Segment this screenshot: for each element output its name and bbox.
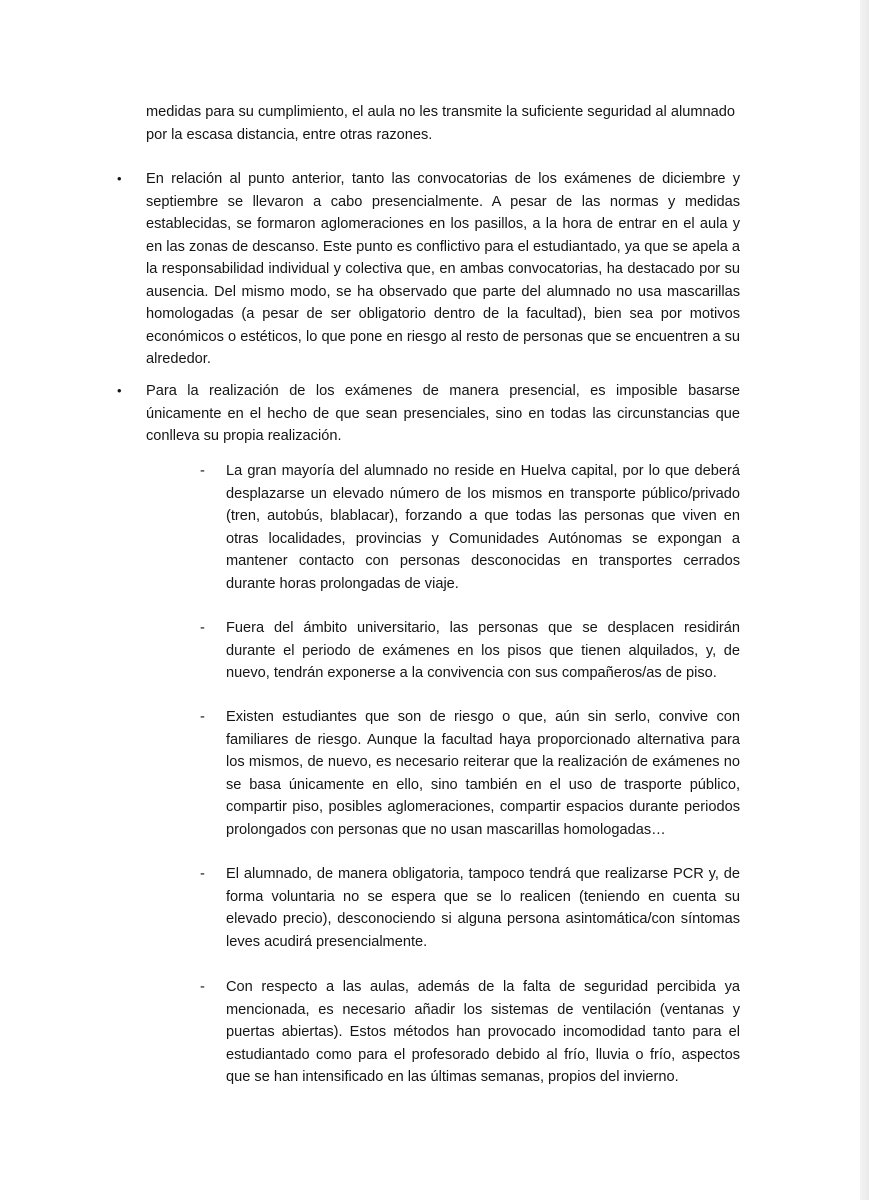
dash-icon: - [200,979,205,995]
sub-list-text: El alumnado, de manera obligatoria, tampoco tendrá que realizarse PCR y, de forma voluntaria no se espera que se lo realicen (teniendo en cuenta su elevado precio), desconociendo si alguna persona asintomática/con síntomas leves acudirá presencialmente. [226,866,740,950]
bullet-item [117,168,740,371]
bullet-icon: • [117,383,122,398]
sub-list-text: Con respecto a las aulas, además de la falta de seguridad percibida ya mencionada, es necesario añadir los sistemas de ventilación (ventanas y puertas abiertas). Estos métodos han provocado incomodidad tanto para el estudiantado como para el profesorado debido al frío, lluvia o frío, aspectos que se han intensificado en las últimas semanas, propios del invierno. [226,979,740,1085]
dash-icon: - [200,463,205,479]
sub-list-item [200,976,740,1089]
dash-icon: - [200,709,205,725]
continuation-paragraph [146,101,740,146]
sub-list-item [200,460,740,595]
bullet-icon: • [117,171,122,186]
bullet-item [117,380,740,448]
dash-icon: - [200,866,205,882]
bullet-text: En relación al punto anterior, tanto las convocatorias de los exámenes de diciembre y septiembre se llevaron a cabo presencialmente. A pesar de las normas y medidas establecidas, se formaron aglomeraciones en los pasillos, a la hora de entrar en el aula y en las zonas de descanso. Este punto es conflictivo para el estudiantado, ya que se apela a la responsabilidad individual y colectiva que, en ambas convocatorias, ha destacado por su ausencia. Del mismo modo, se ha observado que parte del alumnado no usa mascarillas homologadas (a pesar de ser obligatorio dentro de la facultad), bien sea por motivos económicos o estéticos, lo que pone en riesgo al resto de personas que se encuentren a su alrededor. [146,171,740,367]
dash-icon: - [200,620,205,636]
bullet-text: Para la realización de los exámenes de manera presencial, es imposible basarse únicamente en el hecho de que sean presenciales, sino en todas las circunstancias que conlleva su propia realización. [146,383,740,444]
sub-list-text: Fuera del ámbito universitario, las personas que se desplacen residirán durante el periodo de exámenes en los pisos que tienen alquilados, y, de nuevo, tendrán exponerse a la convivencia con sus compañeros/as de piso. [226,620,740,681]
page-edge [860,0,869,1200]
paragraph-text: medidas para su cumplimiento, el aula no les transmite la suficiente seguridad al alumnado por la escasa distancia, entre otras razones. [146,104,735,143]
sub-list-text: Existen estudiantes que son de riesgo o que, aún sin serlo, convive con familiares de riesgo. Aunque la facultad haya proporcionado alternativa para los mismos, de nuevo, es necesario reiterar que la realización de exámenes no se basa únicamente en ello, sino también en el uso de trasporte público, compartir piso, posibles aglomeraciones, compartir espacios durante periodos prolongados con personas que no usan mascarillas homologadas… [226,709,740,838]
sub-list-item [200,706,740,841]
sub-list-text: La gran mayoría del alumnado no reside en Huelva capital, por lo que deberá desplazarse un elevado número de los mismos en transporte público/privado (tren, autobús, blablacar), forzando a que todas las personas que viven en otras localidades, provincias y Comunidades Autónomas se expongan a mantener contacto con personas desconocidas en transportes cerrados durante horas prolongadas de viaje. [226,463,740,592]
sub-list-item [200,863,740,953]
sub-list-item [200,617,740,685]
